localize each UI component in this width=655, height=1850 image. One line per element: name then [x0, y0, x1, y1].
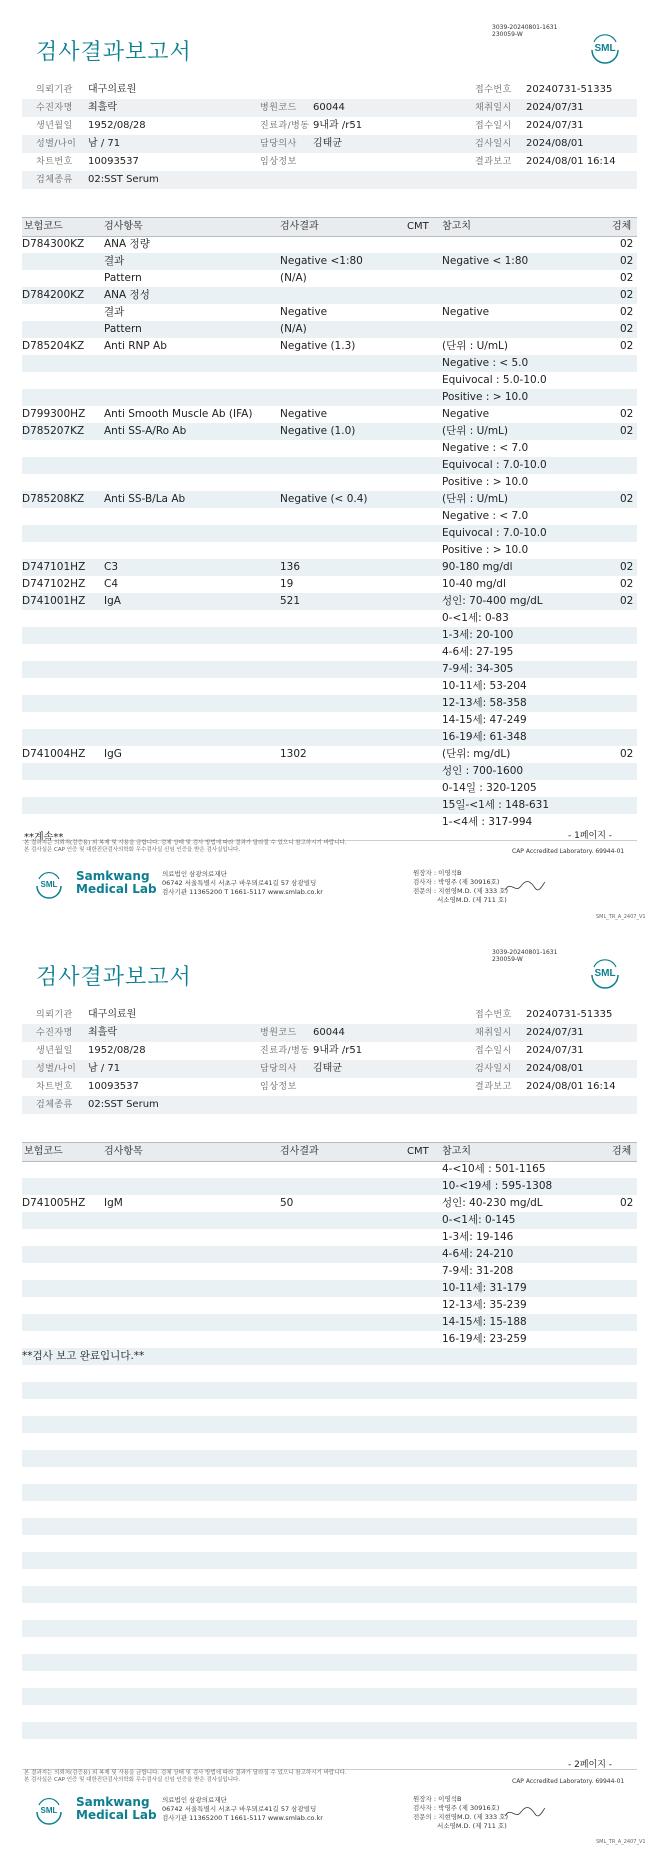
results-table-page-1 — [22, 236, 637, 831]
empty-row — [22, 1382, 637, 1399]
cell-ref: 성인: 40-230 mg/dL — [442, 1197, 543, 1209]
empty-row — [22, 1586, 637, 1603]
empty-row — [22, 1722, 637, 1739]
cell-ref: 14-15세: 47-249 — [442, 714, 527, 726]
document-number: 3039-20240801-1631 230059-W — [492, 949, 558, 963]
table-row — [22, 695, 637, 712]
cell-code: **검사 보고 완료입니다.** — [22, 1350, 145, 1362]
empty-row — [22, 1450, 637, 1467]
cell-ref: 15일-<1세 : 148-631 — [442, 799, 549, 811]
cell-result: 50 — [280, 1197, 294, 1209]
cell-item: IgM — [104, 1197, 123, 1209]
cell-ref: Negative — [442, 408, 490, 420]
table-row — [22, 559, 637, 576]
cell-ref: Positive : > 10.0 — [442, 391, 529, 403]
cell-ref: (단위 : U/mL) — [442, 493, 508, 505]
table-row — [22, 406, 637, 423]
empty-row — [22, 1739, 637, 1756]
cell-ref: 4-6세: 27-195 — [442, 646, 514, 658]
cell-item: Pattern — [104, 323, 142, 335]
cell-result: 1302 — [280, 748, 307, 760]
table-row — [22, 1314, 637, 1331]
cell-ref: (단위 : U/mL) — [442, 340, 508, 352]
cell-item: ANA 정량 — [104, 238, 150, 250]
cell-spec: 02 — [620, 595, 634, 607]
empty-row — [22, 1637, 637, 1654]
continued-note: **계속** — [24, 832, 64, 843]
report-title: 검사결과보고서 — [36, 965, 192, 990]
cell-ref: (단위 : U/mL) — [442, 425, 508, 437]
cell-result: 136 — [280, 561, 301, 573]
cell-ref: Equivocal : 7.0-10.0 — [442, 527, 547, 539]
cell-item: Anti SS-A/Ro Ab — [104, 425, 187, 437]
table-row — [22, 491, 637, 508]
cell-item: IgA — [104, 595, 121, 607]
cell-result: (N/A) — [280, 323, 307, 335]
cell-item: C4 — [104, 578, 119, 590]
svg-text:SML: SML — [594, 968, 616, 979]
cell-ref: 10-11세: 53-204 — [442, 680, 527, 692]
company-address: 의료법인 삼광의료재단 06742 서울특별시 서초구 바우뫼로41길 57 삼광빌딩 검사기관 11365200 T 1661-5117 www.smlab.co.kr — [162, 870, 323, 896]
cell-ref: Negative : < 7.0 — [442, 510, 529, 522]
cell-item: Anti SS-B/La Ab — [104, 493, 186, 505]
empty-row — [22, 1552, 637, 1569]
cell-ref: Negative < 1:80 — [442, 255, 529, 267]
cell-code: D747101HZ — [22, 561, 86, 573]
cell-ref: 1-<4세 : 317-994 — [442, 816, 533, 828]
empty-row — [22, 1671, 637, 1688]
table-row — [22, 1280, 637, 1297]
empty-row — [22, 1467, 637, 1484]
form-code: SML_TR_A_2407_V1 — [596, 914, 646, 920]
table-row — [22, 270, 637, 287]
header-row-specimen: 검체종류 02:SST Serum — [22, 1096, 637, 1114]
cell-ref: 성인: 70-400 mg/dL — [442, 595, 543, 607]
table-row — [22, 576, 637, 593]
staff-list: 원장자 : 이영석B 검사자 : 박영주 (제 30916호) 전문의 : 지현영M.D. (제 333 호) 서소영M.D. (제 711 호) — [413, 1795, 508, 1830]
cell-ref: 0-14일 : 320-1205 — [442, 782, 537, 794]
cell-code: D741001HZ — [22, 595, 86, 607]
cell-ref: 1-3세: 19-146 — [442, 1231, 514, 1243]
sml-footer-logo-icon — [34, 1795, 64, 1825]
cell-spec: 02 — [620, 289, 634, 301]
cell-result: Negative (1.0) — [280, 425, 356, 437]
header-row-patient: 수진자명 최흘락 병원코드 60044 채취일시 2024/07/31 — [22, 99, 637, 117]
cell-ref: 10-40 mg/dl — [442, 578, 506, 590]
sml-logo-icon — [588, 955, 622, 989]
cell-ref: Equivocal : 5.0-10.0 — [442, 374, 547, 386]
company-address: 의료법인 삼광의료재단 06742 서울특별시 서초구 바우뫼로41길 57 삼광빌딩 검사기관 11365200 T 1661-5117 www.smlab.co.kr — [162, 1796, 323, 1822]
header-row-birth: 생년월일 1952/08/28 진료과/병동 9내과 /r51 접수일시 2024/07/31 — [36, 1045, 584, 1056]
table-row — [22, 1263, 637, 1280]
cell-spec: 02 — [620, 748, 634, 760]
cell-code: D799300HZ — [22, 408, 86, 420]
cell-spec: 02 — [620, 272, 634, 284]
cell-spec: 02 — [620, 425, 634, 437]
cell-spec: 02 — [620, 1197, 634, 1209]
cell-code: D785204KZ — [22, 340, 85, 352]
table-row — [22, 457, 637, 474]
cell-spec: 02 — [620, 323, 634, 335]
table-row — [22, 321, 637, 338]
table-row — [22, 389, 637, 406]
table-row — [22, 304, 637, 321]
table-row — [22, 474, 637, 491]
cell-ref: Equivocal : 7.0-10.0 — [442, 459, 547, 471]
cell-ref: 4-6세: 24-210 — [442, 1248, 514, 1260]
signature-icon — [503, 878, 547, 896]
svg-text:SML: SML — [594, 43, 616, 54]
cell-ref: 10-11세: 31-179 — [442, 1282, 527, 1294]
cell-result: Negative (1.3) — [280, 340, 356, 352]
cell-ref: Negative : < 7.0 — [442, 442, 529, 454]
cell-result: Negative <1:80 — [280, 255, 363, 267]
table-row — [22, 1195, 637, 1212]
cell-code: D747102HZ — [22, 578, 86, 590]
cell-spec: 02 — [620, 578, 634, 590]
table-row — [22, 440, 637, 457]
results-table-page-2 — [22, 1161, 637, 1756]
cell-ref: 0-<1세: 0-145 — [442, 1214, 516, 1226]
cell-spec: 02 — [620, 255, 634, 267]
cell-ref: 7-9세: 34-305 — [442, 663, 514, 675]
cell-code: D785208KZ — [22, 493, 85, 505]
cell-ref: 성인 : 700-1600 — [442, 765, 524, 777]
empty-row — [22, 1484, 637, 1501]
empty-row — [22, 1535, 637, 1552]
cell-ref: 10-<19세 : 595-1308 — [442, 1180, 553, 1192]
table-row — [22, 780, 637, 797]
empty-row — [22, 1399, 637, 1416]
cell-code: D741004HZ — [22, 748, 86, 760]
cell-ref: 4-<10세 : 501-1165 — [442, 1163, 546, 1175]
empty-row — [22, 1518, 637, 1535]
company-name: Samkwang Medical Lab — [76, 869, 157, 896]
page-indicator: - 1페이지 - — [568, 831, 613, 841]
table-row — [22, 542, 637, 559]
header-row-birth: 생년월일 1952/08/28 진료과/병동 9내과 /r51 접수일시 2024/07/31 — [36, 120, 584, 131]
cell-spec: 02 — [620, 493, 634, 505]
footer-note: 본 결과지는 의뢰처(검증용) 외 복제 및 사용을 금합니다. 검체 상태 및 검사 방법에 따라 결과가 달라질 수 있으니 참고하시기 바랍니다. 본 검사실은 CAP 인증 및 대한진단검사의학회 우수검사실 신임 인증을 받은 검사실입니다. — [24, 1770, 347, 1783]
empty-row — [22, 1365, 637, 1382]
cell-ref: 90-180 mg/dl — [442, 561, 513, 573]
empty-row — [22, 1603, 637, 1620]
cell-code: D784300KZ — [22, 238, 85, 250]
table-row — [22, 593, 637, 610]
cell-item: 결과 — [104, 306, 125, 318]
table-row — [22, 678, 637, 695]
table-row — [22, 661, 637, 678]
table-row — [22, 729, 637, 746]
empty-row — [22, 1416, 637, 1433]
table-row — [22, 372, 637, 389]
document-number: 3039-20240801-1631 230059-W — [492, 24, 558, 38]
cell-ref: 16-19세: 61-348 — [442, 731, 527, 743]
table-row — [22, 355, 637, 372]
header-row-chart: 차트번호 10093537 임상정보 결과보고 2024/08/01 16:14 — [36, 1081, 616, 1092]
cell-ref: 12-13세: 58-358 — [442, 697, 527, 709]
sml-footer-logo-icon — [34, 869, 64, 899]
cell-ref: Positive : > 10.0 — [442, 544, 529, 556]
table-row — [22, 627, 637, 644]
cell-result: Negative (< 0.4) — [280, 493, 368, 505]
table-row — [22, 423, 637, 440]
table-row — [22, 1348, 637, 1365]
cell-item: Anti RNP Ab — [104, 340, 167, 352]
table-row — [22, 236, 637, 253]
staff-list: 원장자 : 이영석B 검사자 : 박영주 (제 30916호) 전문의 : 지현영M.D. (제 333 호) 서소영M.D. (제 711 호) — [413, 869, 508, 904]
cell-result: Negative — [280, 408, 328, 420]
table-row — [22, 712, 637, 729]
cell-ref: 12-13세: 35-239 — [442, 1299, 527, 1311]
table-row — [22, 253, 637, 270]
cell-ref: (단위: mg/dL) — [442, 748, 511, 760]
empty-row — [22, 1501, 637, 1518]
table-row — [22, 508, 637, 525]
header-row-sex-age: 성별/나이 남 / 71 담당의사 김태균 검사일시 2024/08/01 — [22, 135, 637, 153]
table-row — [22, 644, 637, 661]
empty-row — [22, 1433, 637, 1450]
table-row — [22, 814, 637, 831]
table-row — [22, 338, 637, 355]
report-title: 검사결과보고서 — [36, 40, 192, 65]
cell-item: IgG — [104, 748, 122, 760]
cap-accreditation: CAP Accredited Laboratory. 69944-01 — [512, 848, 625, 855]
table-row — [22, 1178, 637, 1195]
cell-spec: 02 — [620, 238, 634, 250]
header-row-chart: 차트번호 10093537 임상정보 결과보고 2024/08/01 16:14 — [36, 156, 616, 167]
header-row-sex-age: 성별/나이 남 / 71 담당의사 김태균 검사일시 2024/08/01 — [22, 1060, 637, 1078]
table-row — [22, 1212, 637, 1229]
cap-accreditation: CAP Accredited Laboratory. 69944-01 — [512, 1778, 625, 1785]
header-row-client: 의뢰기관 대구의료원 접수번호 20240731-51335 — [36, 84, 613, 95]
cell-ref: Negative — [442, 306, 490, 318]
report-page-2 — [0, 925, 655, 1850]
footer-note: 본 결과지는 의뢰처(검증용) 외 복제 및 사용을 금합니다. 검체 상태 및 검사 방법에 따라 결과가 달라질 수 있으니 참고하시기 바랍니다. 본 검사실은 CAP 인증 및 대한진단검사의학회 우수검사실 신임 인증을 받은 검사실입니다. — [24, 840, 347, 853]
cell-code: D741005HZ — [22, 1197, 86, 1209]
table-row — [22, 763, 637, 780]
cell-result: Negative — [280, 306, 328, 318]
results-column-header: 보험코드 검사항목 검사결과 CMT 참고치 검체 — [22, 1142, 637, 1162]
table-row — [22, 525, 637, 542]
table-row — [22, 797, 637, 814]
cell-ref: Positive : > 10.0 — [442, 476, 529, 488]
svg-text:SML: SML — [40, 880, 58, 889]
cell-item: C3 — [104, 561, 119, 573]
cell-result: 521 — [280, 595, 301, 607]
table-row — [22, 746, 637, 763]
empty-row — [22, 1620, 637, 1637]
results-column-header: 보험코드 검사항목 검사결과 CMT 참고치 검체 — [22, 217, 637, 237]
empty-row — [22, 1654, 637, 1671]
table-row — [22, 1297, 637, 1314]
cell-code: D784200KZ — [22, 289, 85, 301]
cell-ref: Negative : < 5.0 — [442, 357, 529, 369]
header-row-patient: 수진자명 최흘락 병원코드 60044 채취일시 2024/07/31 — [22, 1024, 637, 1042]
cell-result: 19 — [280, 578, 294, 590]
header-row-specimen: 검체종류 02:SST Serum — [22, 171, 637, 189]
cell-item: Anti Smooth Muscle Ab (IFA) — [104, 408, 253, 420]
cell-spec: 02 — [620, 340, 634, 352]
cell-result: (N/A) — [280, 272, 307, 284]
cell-ref: 14-15세: 15-188 — [442, 1316, 527, 1328]
company-name: Samkwang Medical Lab — [76, 1795, 157, 1822]
cell-item: Pattern — [104, 272, 142, 284]
cell-ref: 7-9세: 31-208 — [442, 1265, 514, 1277]
signature-icon — [503, 1804, 547, 1822]
empty-row — [22, 1688, 637, 1705]
cell-item: ANA 정성 — [104, 289, 150, 301]
svg-text:SML: SML — [40, 1806, 58, 1815]
page-indicator: - 2페이지 - — [568, 1760, 613, 1770]
cell-code: D785207KZ — [22, 425, 85, 437]
sml-logo-icon — [588, 30, 622, 64]
cell-spec: 02 — [620, 306, 634, 318]
cell-ref: 16-19세: 23-259 — [442, 1333, 527, 1345]
table-row — [22, 1246, 637, 1263]
table-row — [22, 287, 637, 304]
cell-spec: 02 — [620, 408, 634, 420]
table-row — [22, 1229, 637, 1246]
empty-row — [22, 1569, 637, 1586]
table-row — [22, 610, 637, 627]
form-code: SML_TR_A_2407_V1 — [596, 1839, 646, 1845]
cell-ref: 0-<1세: 0-83 — [442, 612, 509, 624]
cell-item: 결과 — [104, 255, 125, 267]
cell-ref: 1-3세: 20-100 — [442, 629, 514, 641]
empty-row — [22, 1705, 637, 1722]
header-row-client: 의뢰기관 대구의료원 접수번호 20240731-51335 — [36, 1009, 613, 1020]
table-row — [22, 1161, 637, 1178]
cell-spec: 02 — [620, 561, 634, 573]
table-row — [22, 1331, 637, 1348]
